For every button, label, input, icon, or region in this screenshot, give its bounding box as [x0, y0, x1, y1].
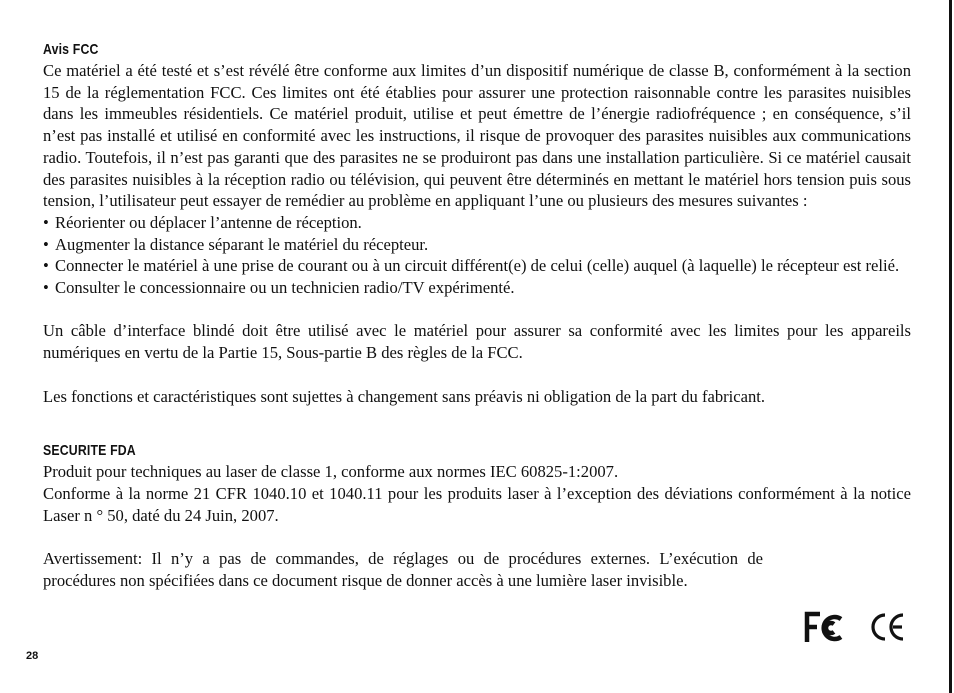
- list-item: [43, 234, 911, 256]
- fda-line-2: Conforme à la norme 21 CFR 1040.10 et 1040.11 pour les produits laser à l’exception des déviations conformément à la notice Laser n ° 50, daté du 24 Juin, 2007.: [43, 483, 911, 525]
- page-number: 28: [26, 650, 39, 662]
- list-item: [43, 255, 911, 277]
- list-item: [43, 277, 911, 299]
- fcc-paragraph: Ce matériel a été testé et s’est révélé être conforme aux limites d’un dispositif numérique de classe B, conformément à la section 15 de la réglementation FCC. Ces limites ont été établies pour assurer une protection raisonnable contre les parasites nuisibles dans les immeubles résidentiels. Ce matériel produit, utilise et peut émettre de l’énergie radiofréquence ; en conséquence, s’il n’est pas installé et utilisé en conformité avec les instructions, il risque de provoquer des parasites nuisibles aux communications radio. Toutefois, il n’est pas garanti que des parasites ne se produiront pas dans une installation particulière. Si ce matériel causait des parasites nuisibles à la réception radio ou télévision, qui peuvent être déterminés en mettant le matériel hors tension puis sous tension, l’utilisateur peut essayer de remédier au problème en appliquant l’une ou plusieurs des mesures suivantes :: [43, 61, 911, 211]
- change-note: Les fonctions et caractéristiques sont sujettes à changement sans préavis ni obligation de la part du fabricant.: [43, 386, 766, 406]
- fcc-heading: Avis FCC: [43, 41, 99, 58]
- certification-logos: [803, 608, 913, 648]
- ce-mark-icon: [869, 610, 909, 644]
- fda-heading: SECURITE FDA: [43, 442, 136, 460]
- cable-note: Un câble d’interface blindé doit être utilisé avec le matériel pour assurer sa conformité avec les limites pour les appareils numériques en vertu de la Partie 15, Sous-partie B des règles de la FCC.: [43, 321, 911, 363]
- page-content: [43, 40, 911, 591]
- fcc-logo-icon: [803, 610, 847, 644]
- list-item-text: Réorienter ou déplacer l’antenne de réception.: [55, 212, 362, 232]
- bullet-icon: •: [43, 234, 49, 254]
- list-item-text: Augmenter la distance séparant le matériel du récepteur.: [55, 234, 429, 254]
- fda-line-1: Produit pour techniques au laser de classe 1, conforme aux normes IEC 60825-1:2007.: [43, 462, 619, 482]
- list-item-text: Connecter le matériel à une prise de courant ou à un circuit différent(e) de celui (celle) auquel (à laquelle) le récepteur est relié.: [55, 256, 900, 276]
- list-item: [43, 212, 911, 234]
- bullet-icon: •: [43, 278, 49, 298]
- list-item-text: Consulter le concessionnaire ou un technicien radio/TV expérimenté.: [55, 278, 515, 298]
- bullet-icon: •: [43, 256, 49, 276]
- laser-warning: Avertissement: Il n’y a pas de commandes, de réglages ou de procédures externes. L’exécution de procédures non spécifiées dans ce document risque de donner accès à une lumière laser invisible.: [43, 549, 763, 590]
- page-edge-rule: [949, 0, 952, 693]
- bullet-icon: •: [43, 212, 49, 232]
